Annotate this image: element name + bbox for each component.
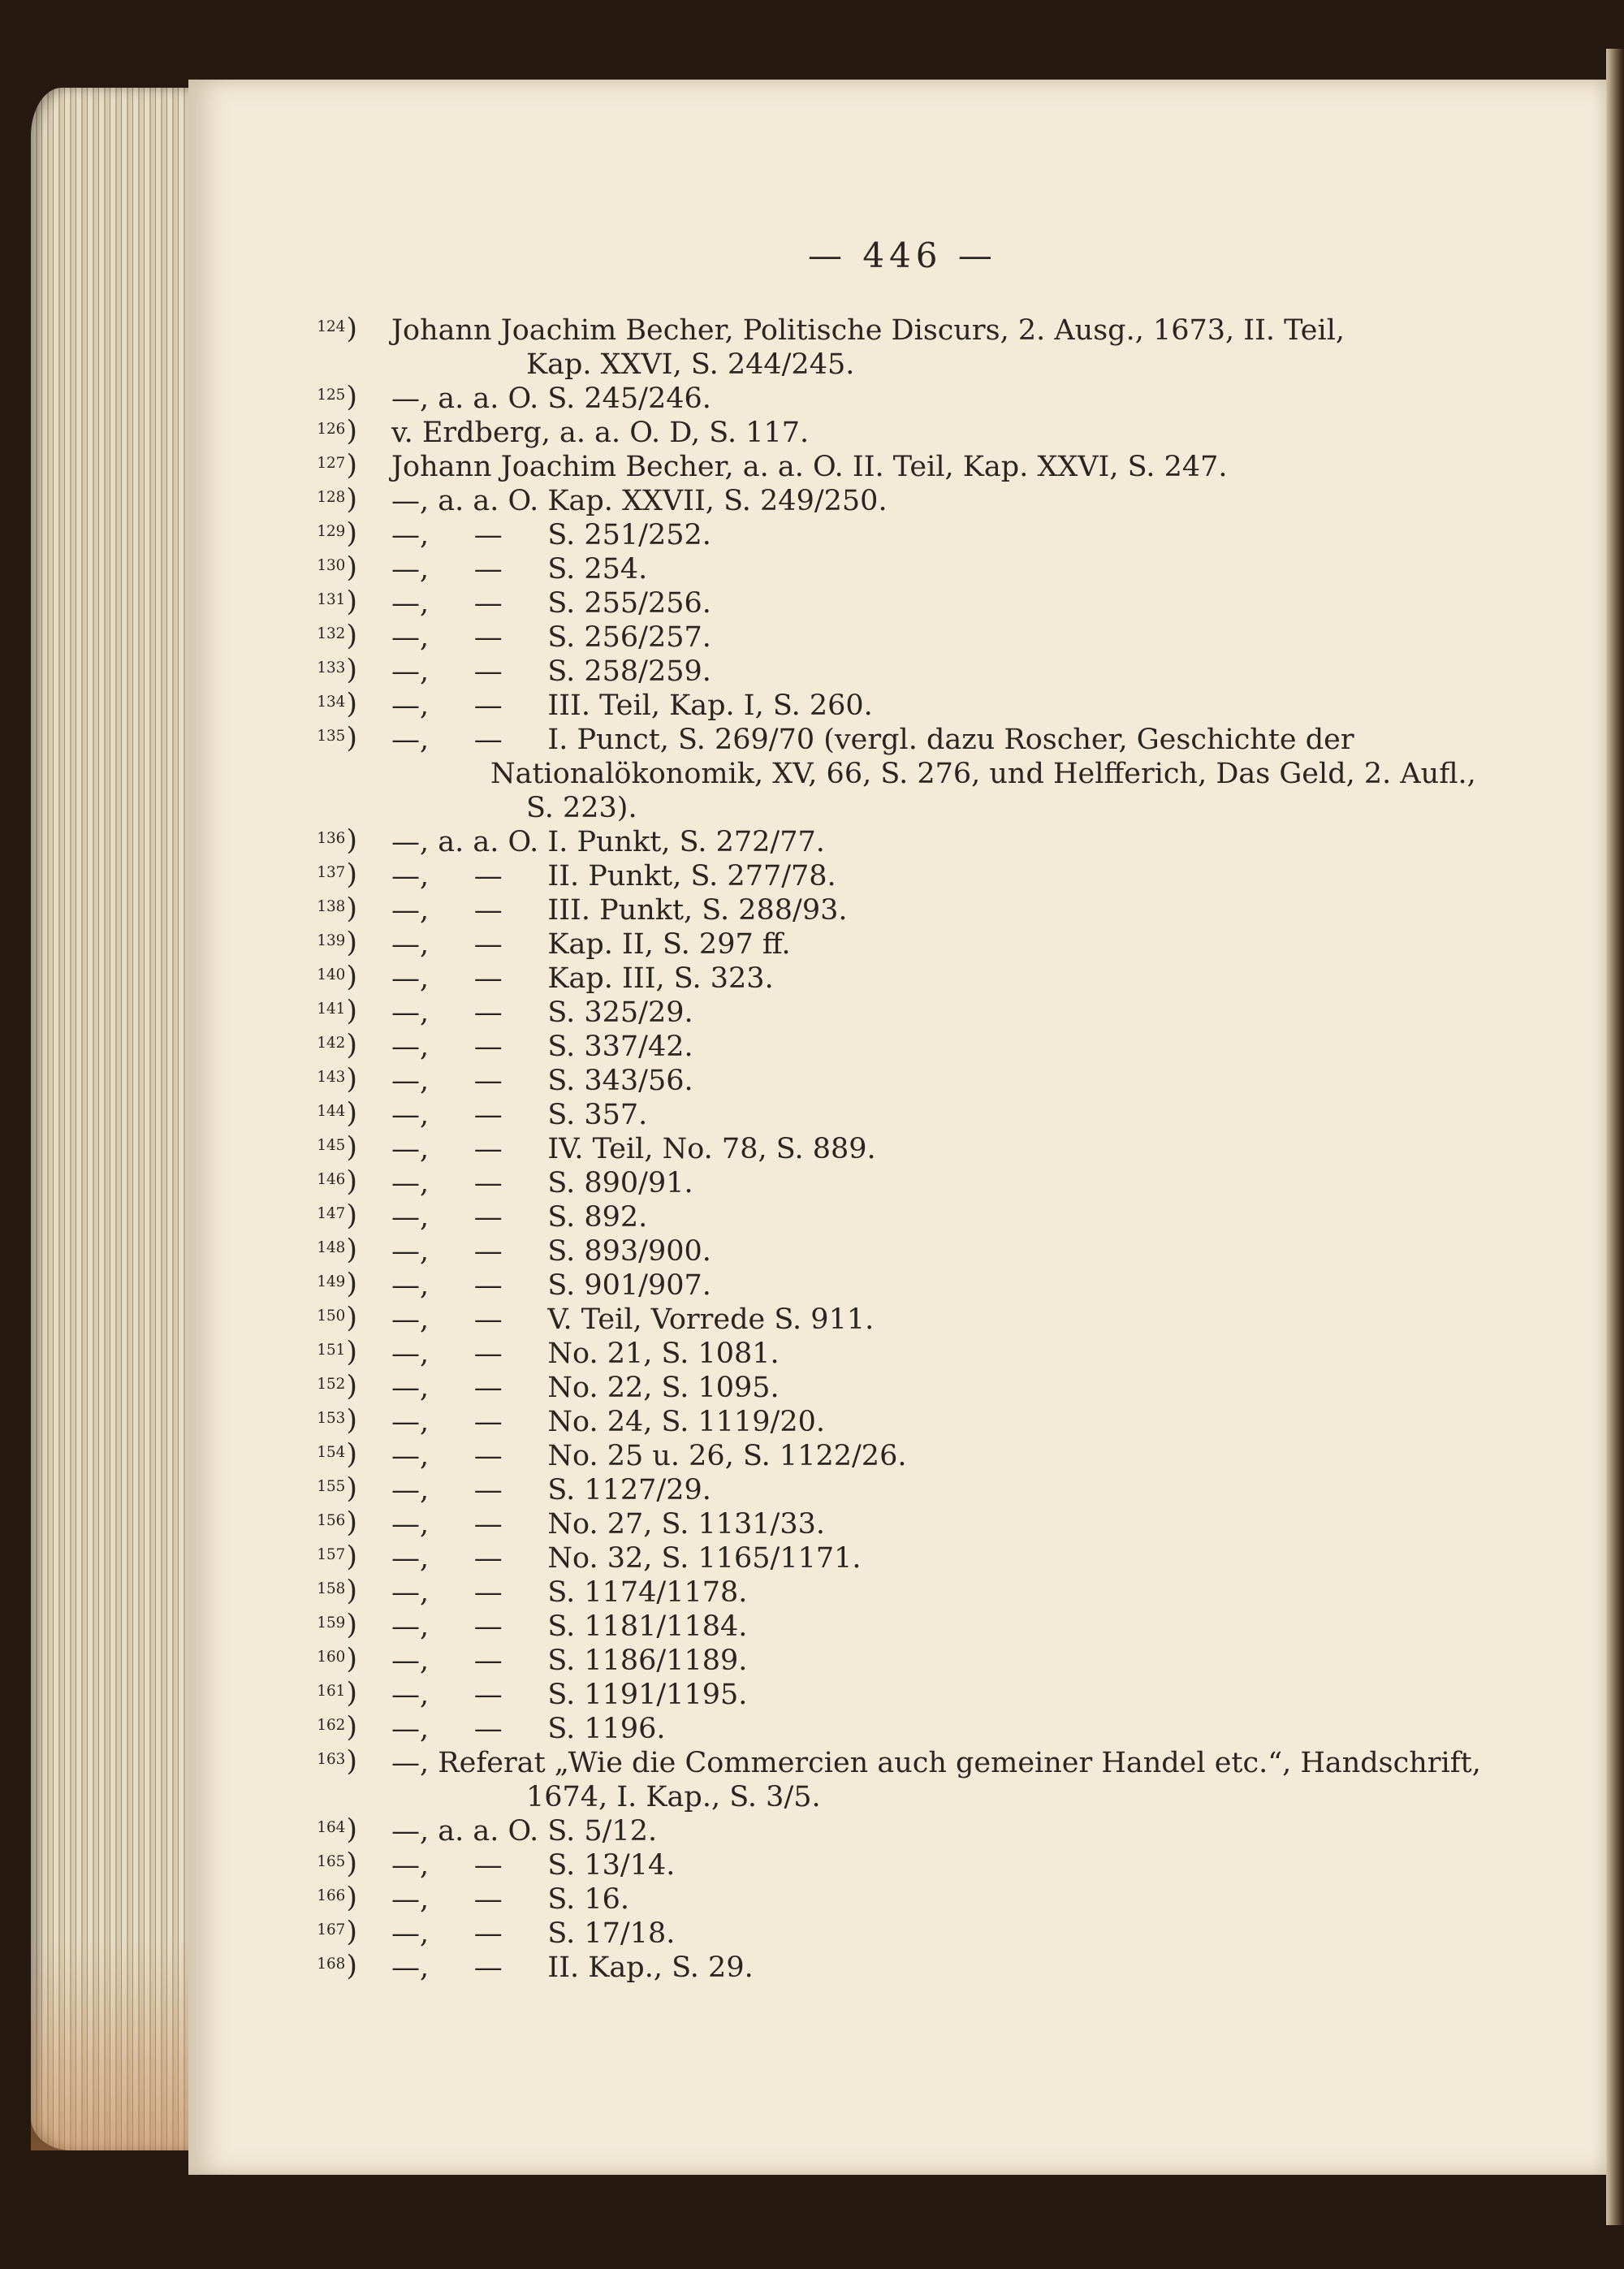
footnote-number: $^{141}$) bbox=[317, 995, 357, 1028]
footnote-number: $^{131}$) bbox=[317, 586, 357, 619]
footnote-168: $^{168}$) —, — II. Kap., S. 29. bbox=[391, 1951, 1447, 1985]
footnote-146: $^{146}$) —, — S. 890/91. bbox=[391, 1166, 1447, 1200]
footnote-number: $^{160}$) bbox=[317, 1643, 357, 1676]
footnote-124-continuation: Kap. XXVI, S. 244/245. bbox=[526, 348, 855, 381]
footnote-139: $^{139}$) —, — Kap. II, S. 297 ff. bbox=[391, 927, 1447, 962]
footnote-136: $^{136}$) —, a. a. O. I. Punkt, S. 272/77. bbox=[391, 825, 1447, 859]
footnote-number: $^{128}$) bbox=[317, 483, 357, 516]
footnote-154: $^{154}$) —, — No. 25 u. 26, S. 1122/26. bbox=[391, 1439, 1447, 1473]
footnote-125: $^{125}$) —, a. a. O. S. 245/246. bbox=[391, 382, 1447, 416]
footnote-number: $^{138}$) bbox=[317, 892, 357, 926]
footnote-133: $^{133}$) —, — S. 258/259. bbox=[391, 655, 1447, 689]
footnote-number: $^{150}$) bbox=[317, 1302, 357, 1335]
footnote-number: $^{157}$) bbox=[317, 1541, 357, 1574]
footnote-number: $^{156}$) bbox=[317, 1506, 357, 1540]
footnote-145: $^{145}$) —, — IV. Teil, No. 78, S. 889. bbox=[391, 1132, 1447, 1166]
footnote-135-continuation: Nationalökonomik, XV, 66, S. 276, und Helfferich, Das Geld, 2. Aufl., bbox=[490, 758, 1476, 790]
footnote-number: $^{135}$) bbox=[317, 722, 357, 755]
footnote-number: $^{158}$) bbox=[317, 1575, 357, 1608]
footnote-number: $^{143}$) bbox=[317, 1063, 357, 1096]
footnote-number: $^{133}$) bbox=[317, 654, 357, 687]
footnote-number: $^{136}$) bbox=[317, 824, 357, 858]
footnote-153: $^{153}$) —, — No. 24, S. 1119/20. bbox=[391, 1405, 1447, 1439]
footnote-126: $^{126}$) v. Erdberg, a. a. O. D, S. 117. bbox=[391, 416, 1447, 450]
footnote-number: $^{126}$) bbox=[317, 415, 357, 448]
footnote-156: $^{156}$) —, — No. 27, S. 1131/33. bbox=[391, 1507, 1447, 1541]
footnote-158: $^{158}$) —, — S. 1174/1178. bbox=[391, 1575, 1447, 1610]
footnote-number: $^{162}$) bbox=[317, 1711, 357, 1744]
footnote-166: $^{166}$) —, — S. 16. bbox=[391, 1882, 1447, 1917]
footnote-number: $^{145}$) bbox=[317, 1131, 357, 1165]
footnote-142: $^{142}$) —, — S. 337/42. bbox=[391, 1030, 1447, 1064]
footnote-144: $^{144}$) —, — S. 357. bbox=[391, 1098, 1447, 1132]
page-number: — 446 — bbox=[808, 236, 997, 275]
footnote-number: $^{142}$) bbox=[317, 1029, 357, 1062]
footnote-number: $^{127}$) bbox=[317, 449, 357, 482]
footnote-148: $^{148}$) —, — S. 893/900. bbox=[391, 1234, 1447, 1268]
footnote-134: $^{134}$) —, — III. Teil, Kap. I, S. 260. bbox=[391, 689, 1447, 723]
footnote-number: $^{140}$) bbox=[317, 961, 357, 994]
footnote-130: $^{130}$) —, — S. 254. bbox=[391, 552, 1447, 586]
footnote-159: $^{159}$) —, — S. 1181/1184. bbox=[391, 1610, 1447, 1644]
footnote-131: $^{131}$) —, — S. 255/256. bbox=[391, 586, 1447, 620]
footnote-155: $^{155}$) —, — S. 1127/29. bbox=[391, 1473, 1447, 1507]
footnote-number: $^{130}$) bbox=[317, 551, 357, 585]
footnote-151: $^{151}$) —, — No. 21, S. 1081. bbox=[391, 1337, 1447, 1371]
footnote-135: $^{135}$) —, — I. Punct, S. 269/70 (vergl. dazu Roscher, Geschichte der bbox=[391, 723, 1447, 757]
footnote-128: $^{128}$) —, a. a. O. Kap. XXVII, S. 249/250. bbox=[391, 484, 1447, 518]
footnote-147: $^{147}$) —, — S. 892. bbox=[391, 1200, 1447, 1234]
footnote-number: $^{152}$) bbox=[317, 1370, 357, 1403]
footnote-157: $^{157}$) —, — No. 32, S. 1165/1171. bbox=[391, 1541, 1447, 1575]
footnote-132: $^{132}$) —, — S. 256/257. bbox=[391, 620, 1447, 655]
footnote-135-continuation-2: S. 223). bbox=[526, 792, 637, 824]
footnote-number: $^{154}$) bbox=[317, 1438, 357, 1472]
footnote-number: $^{155}$) bbox=[317, 1472, 357, 1506]
footnote-152: $^{152}$) —, — No. 22, S. 1095. bbox=[391, 1371, 1447, 1405]
footnote-number: $^{164}$) bbox=[317, 1813, 357, 1847]
footnote-number: $^{146}$) bbox=[317, 1165, 357, 1199]
footnote-number: $^{144}$) bbox=[317, 1097, 357, 1130]
footnote-number: $^{153}$) bbox=[317, 1404, 357, 1437]
footnote-138: $^{138}$) —, — III. Punkt, S. 288/93. bbox=[391, 893, 1447, 927]
footnote-number: $^{166}$) bbox=[317, 1882, 357, 1915]
footnote-163: $^{163}$) —, Referat „Wie die Commercien auch gemeiner Handel etc.“, Handschrift, bbox=[391, 1746, 1447, 1780]
footnote-number: $^{167}$) bbox=[317, 1916, 357, 1949]
footnote-149: $^{149}$) —, — S. 901/907. bbox=[391, 1268, 1447, 1303]
footnote-129: $^{129}$) —, — S. 251/252. bbox=[391, 518, 1447, 552]
footnote-167: $^{167}$) —, — S. 17/18. bbox=[391, 1917, 1447, 1951]
footnote-163-continuation: 1674, I. Kap., S. 3/5. bbox=[526, 1781, 821, 1813]
footnote-number: $^{125}$) bbox=[317, 381, 357, 414]
footnote-141: $^{141}$) —, — S. 325/29. bbox=[391, 996, 1447, 1030]
footnote-124: $^{124}$) Johann Joachim Becher, Politische Discurs, 2. Ausg., 1673, II. Teil, bbox=[391, 313, 1447, 348]
footnote-number: $^{149}$) bbox=[317, 1268, 357, 1301]
footnote-number: $^{132}$) bbox=[317, 620, 357, 653]
footnote-143: $^{143}$) —, — S. 343/56. bbox=[391, 1064, 1447, 1098]
footnote-number: $^{129}$) bbox=[317, 517, 357, 551]
footnote-164: $^{164}$) —, a. a. O. S. 5/12. bbox=[391, 1814, 1447, 1848]
footnote-165: $^{165}$) —, — S. 13/14. bbox=[391, 1848, 1447, 1882]
footnote-number: $^{124}$) bbox=[317, 313, 357, 346]
footnote-127: $^{127}$) Johann Joachim Becher, a. a. O. II. Teil, Kap. XXVI, S. 247. bbox=[391, 450, 1447, 484]
footnote-number: $^{137}$) bbox=[317, 858, 357, 892]
footnote-number: $^{161}$) bbox=[317, 1677, 357, 1710]
footnote-number: $^{168}$) bbox=[317, 1950, 357, 1983]
footnote-number: $^{134}$) bbox=[317, 688, 357, 721]
footnote-161: $^{161}$) —, — S. 1191/1195. bbox=[391, 1678, 1447, 1712]
footnote-number: $^{139}$) bbox=[317, 927, 357, 960]
footnote-number: $^{163}$) bbox=[317, 1745, 357, 1778]
footnote-number: $^{159}$) bbox=[317, 1609, 357, 1642]
footnote-162: $^{162}$) —, — S. 1196. bbox=[391, 1712, 1447, 1746]
footnote-150: $^{150}$) —, — V. Teil, Vorrede S. 911. bbox=[391, 1303, 1447, 1337]
footnote-number: $^{151}$) bbox=[317, 1336, 357, 1369]
footnote-number: $^{147}$) bbox=[317, 1199, 357, 1233]
footnote-number: $^{148}$) bbox=[317, 1234, 357, 1267]
footnote-160: $^{160}$) —, — S. 1186/1189. bbox=[391, 1644, 1447, 1678]
footnote-140: $^{140}$) —, — Kap. III, S. 323. bbox=[391, 962, 1447, 996]
footnote-137: $^{137}$) —, — II. Punkt, S. 277/78. bbox=[391, 859, 1447, 893]
footnote-number: $^{165}$) bbox=[317, 1848, 357, 1881]
